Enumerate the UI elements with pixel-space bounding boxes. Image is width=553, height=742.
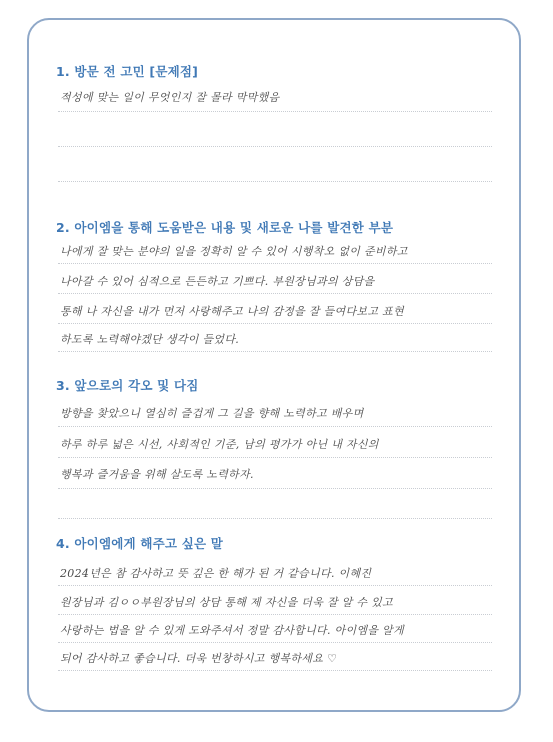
section-4-heading: 4. 아이엠에게 해주고 싶은 말 xyxy=(56,536,224,551)
section-4-rule-1 xyxy=(58,585,492,586)
section-3-line-3: 행복과 즐거움을 위해 살도록 노력하자. xyxy=(60,468,254,481)
section-4-line-2: 원장님과 김ㅇㅇ부원장님의 상담 통해 제 자신을 더욱 잘 알 수 있고 xyxy=(60,596,393,609)
section-4-rule-3 xyxy=(58,642,492,643)
section-2-rule-2 xyxy=(58,293,492,294)
section-1-rule-1 xyxy=(58,111,492,112)
section-3-line-1: 방향을 찾았으니 열심히 즐겁게 그 길을 향해 노력하고 배우며 xyxy=(60,407,364,420)
section-4-line-4 xyxy=(60,650,490,666)
section-1-rule-2 xyxy=(58,146,492,147)
section-2-line-3: 통해 나 자신을 내가 먼저 사랑해주고 나의 감정을 잘 들여다보고 표현 xyxy=(60,305,404,318)
section-3-rule-1 xyxy=(58,426,492,427)
section-2-line-2: 나아갈 수 있어 심적으로 든든하고 기쁘다. 부원장님과의 상담을 xyxy=(60,275,375,288)
section-3-line-2: 하루 하루 넓은 시선, 사회적인 기준, 남의 평가가 아닌 내 자신의 xyxy=(60,438,379,451)
section-2-rule-3 xyxy=(58,323,492,324)
section-1-line-1: 적성에 맞는 일이 무엇인지 잘 몰라 막막했음 xyxy=(60,91,280,104)
section-4-line-3: 사랑하는 법을 알 수 있게 도와주셔서 정말 감사합니다. 아이엠을 알게 xyxy=(60,624,404,637)
section-2-line-4: 하도록 노력해야겠단 생각이 들었다. xyxy=(60,333,240,346)
section-2-line-1: 나에게 잘 맞는 분야의 일을 정확히 알 수 있어 시행착오 없이 준비하고 xyxy=(60,245,408,258)
section-3-rule-4 xyxy=(58,518,492,519)
section-4-rule-2 xyxy=(58,614,492,615)
heart-symbol: ♡ xyxy=(327,652,338,665)
section-2-rule-1 xyxy=(58,263,492,264)
section-2-rule-4 xyxy=(58,351,492,352)
section-4-rule-4 xyxy=(58,670,492,671)
section-3-rule-3 xyxy=(58,488,492,489)
section-4-line-4-text: 되어 감사하고 좋습니다. 더욱 번창하시고 행복하세요 xyxy=(60,652,324,665)
section-1-heading: 1. 방문 전 고민 [문제점] xyxy=(56,64,199,79)
section-4-line-1: 2024년은 참 감사하고 뜻 깊은 한 해가 된 거 같습니다. 이혜진 xyxy=(60,567,372,580)
section-1-rule-3 xyxy=(58,181,492,182)
section-3-rule-2 xyxy=(58,457,492,458)
section-3-heading: 3. 앞으로의 각오 및 다짐 xyxy=(56,378,199,393)
section-2-heading: 2. 아이엠을 통해 도움받은 내용 및 새로운 나를 발견한 부분 xyxy=(56,220,394,235)
